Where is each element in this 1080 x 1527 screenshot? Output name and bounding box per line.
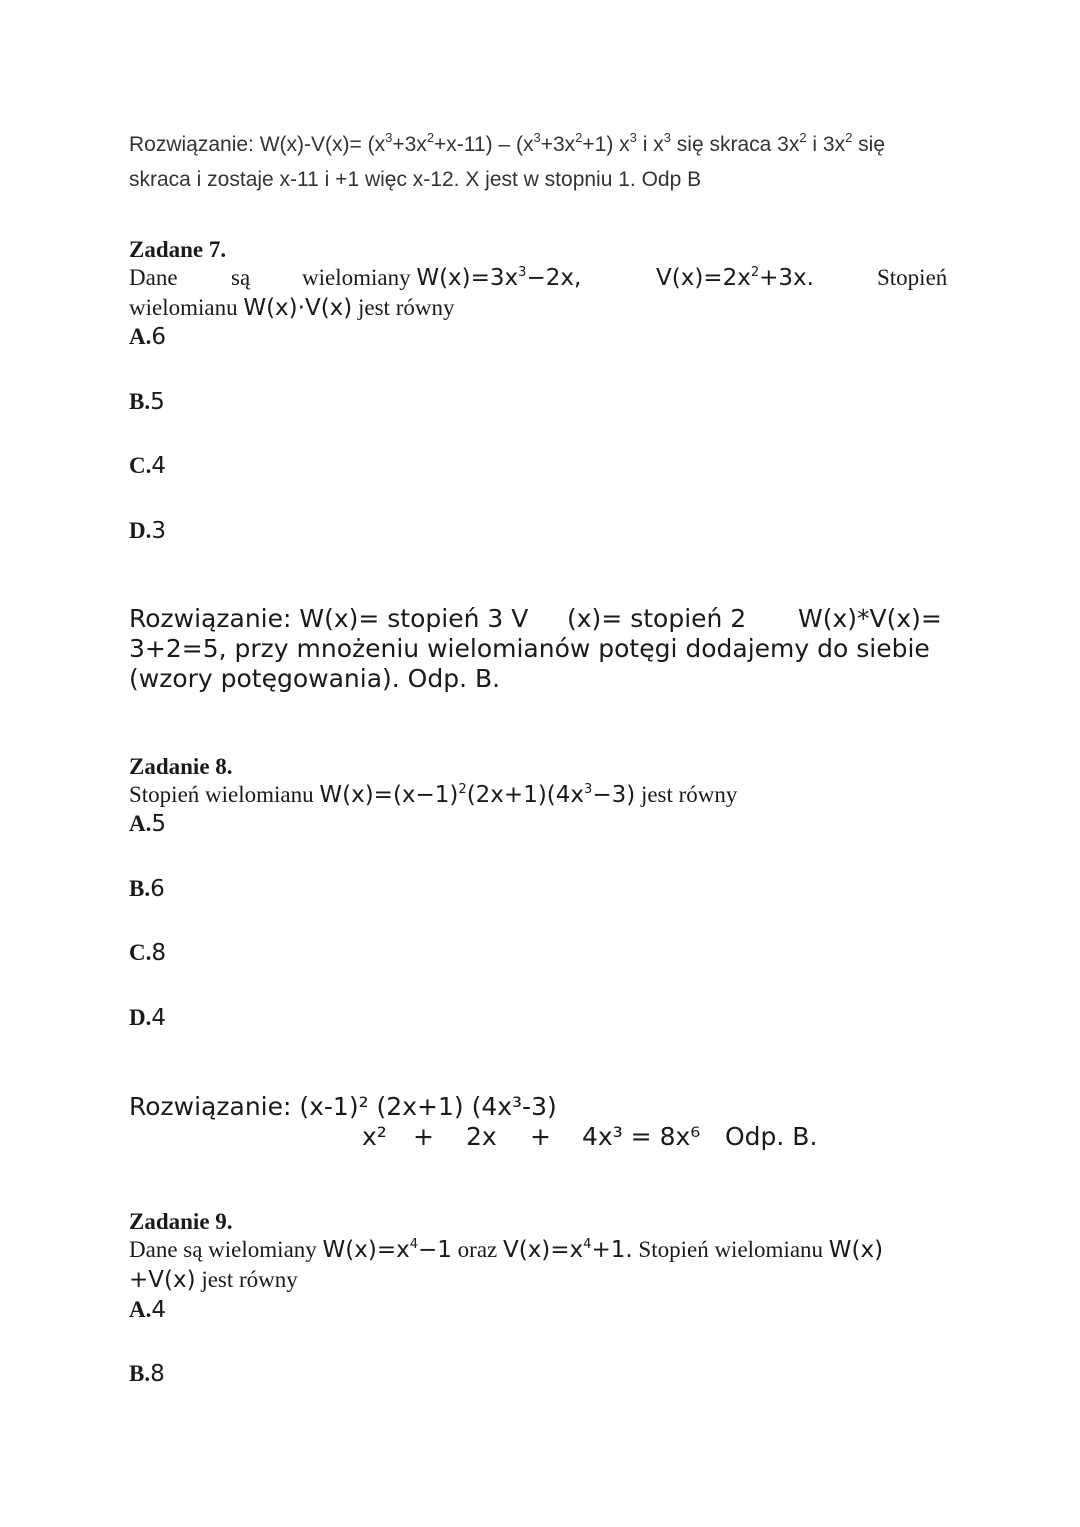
task-7-w-formula: $W(x)=3x^3-2x$, [416,265,582,291]
task-8-option-a: A.5 [129,811,167,837]
task-8-solution-plus-2: + [530,1122,551,1151]
task-7-solution-line-1a: Rozwiązanie: W(x)= stopień 3 V [129,604,529,633]
task-9-w-formula: $W(x)=x^4-1$ [322,1237,452,1263]
task-7-solution-line-3: (wzory potęgowania). Odp. B. [129,664,501,693]
task-7-option-b: B.5 [129,389,165,415]
task-7-word-wielomiany: wielomiany $W(x)=3x^3-2x$, [302,265,582,291]
task-7-solution-line-1c: W(x)*V(x)= [798,604,942,633]
task-8-line-1: Stopień wielomianu $W(x)=(x-1)^2(2x+1)(4x^3-3)$ jest równy [129,782,738,808]
task-8-option-c: C.8 [129,940,167,966]
task-9-option-b: B.8 [129,1361,165,1387]
task-7-solution-line-2: 3+2=5, przy mnożeniu wielomianów potęgi dodajemy do siebie [129,634,930,663]
task-7-line-2: wielomianu W(x)·V(x) jest równy [129,295,455,321]
task-8-solution-4x3: 4x³ = 8x⁶ [582,1122,701,1151]
solution-6-line-2: skraca i zostaje x-11 i +1 więc x-12. X jest w stopniu 1. Odp B [129,168,702,191]
task-9-line-2: +V(x) jest równy [129,1267,298,1293]
task-7-word-dane: Dane [129,265,178,290]
task-7-option-d: D.3 [129,518,167,544]
task-7-word-sa: są [231,265,251,290]
task-8-solution-plus-1: + [413,1122,434,1151]
task-8-option-d: D.4 [129,1005,167,1031]
solution-6-line-1: Rozwiązanie: $W(x)-V(x)= (x^3+3x^2+x-11) - (x^3+3x^2+1)$ $x^3$ i $x^3$ się skraca $3x^2$ i $3x^2$ się [129,130,886,156]
task-9-option-a: A.4 [129,1297,167,1323]
task-8-option-b: B.6 [129,876,165,902]
task-8-solution-x2: x² [362,1122,387,1151]
task-9-line-1: Dane są wielomiany $W(x)=x^4-1$ oraz $V(x)=x^4+1$. Stopień wielomianu W(x) [129,1237,884,1263]
task-7-option-a: A.6 [129,324,167,350]
task-9-title: Zadanie 9. [129,1209,233,1234]
task-7-option-c: C.4 [129,453,167,479]
task-8-title: Zadanie 8. [129,754,233,779]
task-8-solution-line-1: Rozwiązanie: (x-1)² (2x+1) (4x³-3) [129,1092,557,1121]
task-7-title: Zadane 7. [129,237,227,262]
task-8-formula: $W(x)=(x-1)^2(2x+1)(4x^3-3)$ [319,782,636,808]
task-8-solution-odp: Odp. B. [725,1122,818,1151]
task-7-solution-line-1b: (x)= stopień 2 [567,604,747,633]
task-8-solution-2x: 2x [466,1122,497,1151]
task-9-v-formula: $V(x)=x^4+1$. [502,1237,633,1263]
task-7-word-stopien: Stopień [877,265,948,290]
task-7-v-formula: $V(x)=2x^2+3x$. [656,265,814,291]
